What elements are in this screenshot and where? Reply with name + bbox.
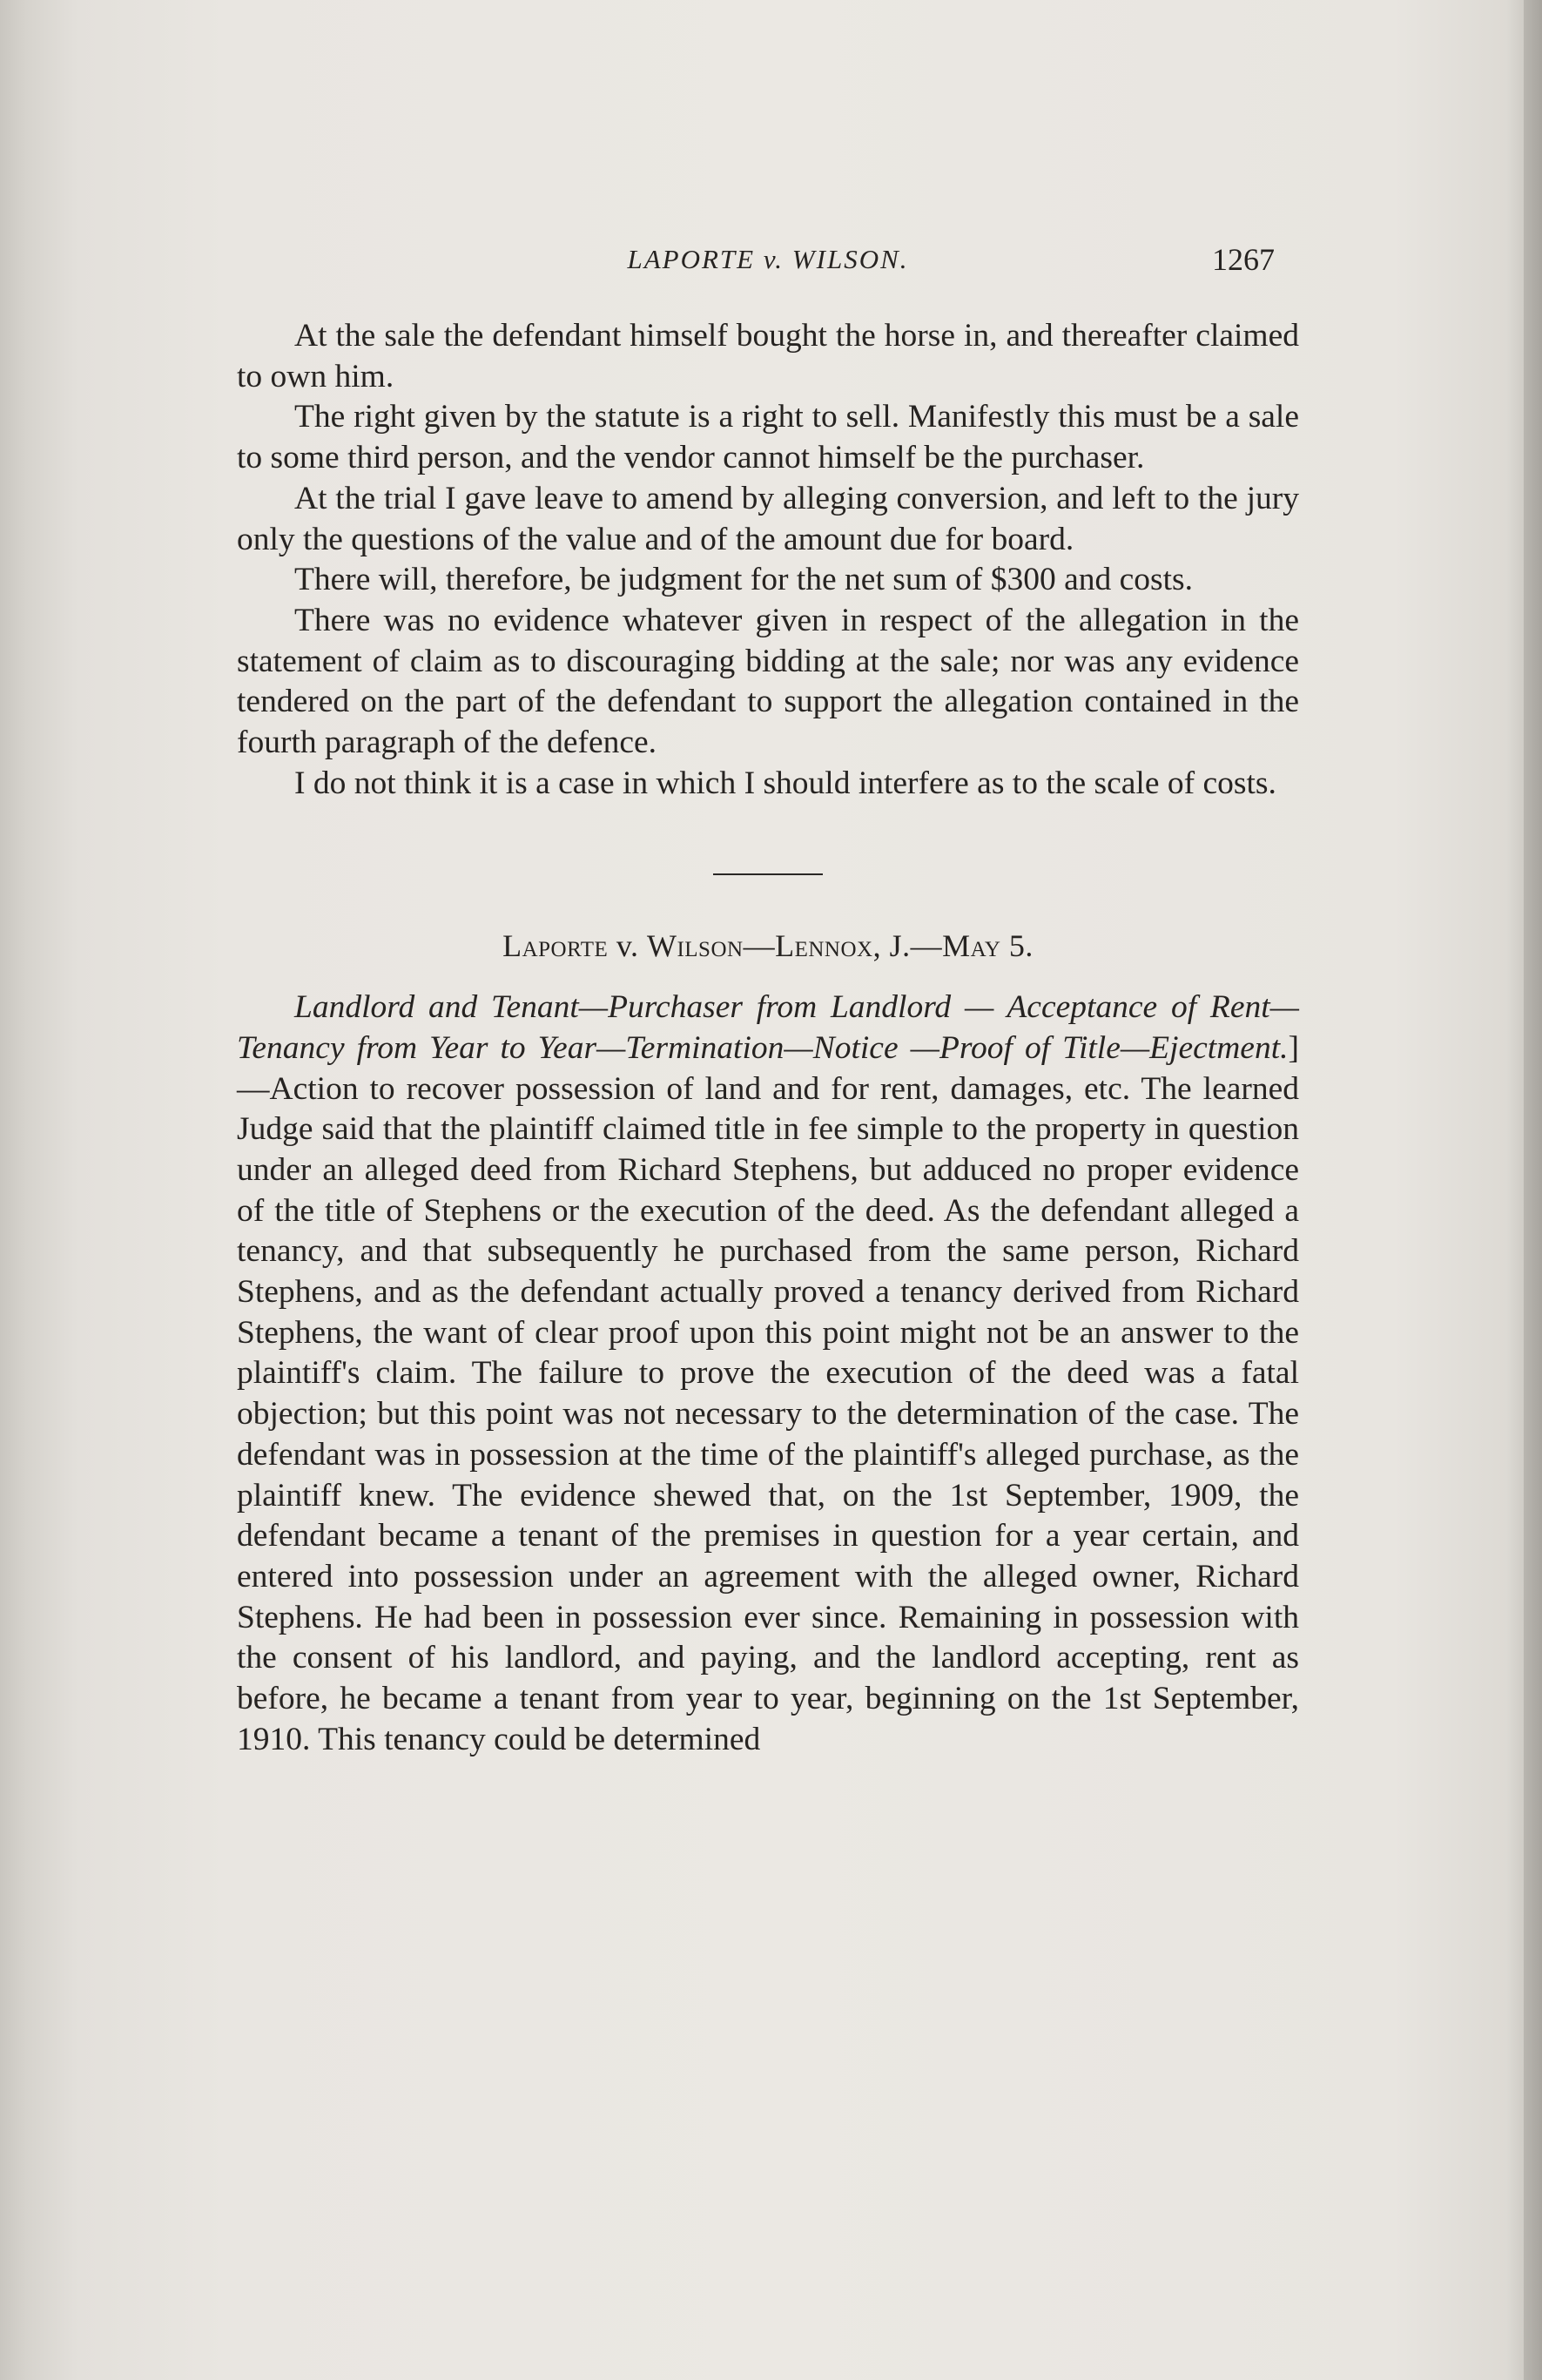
paragraph: There was no evidence whatever given in respect of the allegation in the statement of claim as to discouraging bidding at the sale; nor was any evidence tendered on the part of the defendant to support the allegation contained in the fourth paragraph of the defence.: [237, 602, 1299, 761]
case-judge-suffix: , J.—: [872, 928, 943, 964]
case-date-day: 5.: [1000, 928, 1034, 964]
page-number: 1267: [1212, 242, 1275, 277]
paragraph: I do not think it is a case in which I should interfere as to the scale of costs.: [294, 765, 1276, 801]
case-dash: —: [743, 928, 776, 964]
paragraph: There will, therefore, be judgment for the net sum of $300 and costs.: [294, 562, 1194, 598]
case-title: [237, 926, 1299, 967]
case-versus: v.: [608, 928, 647, 964]
page-edge: [1524, 0, 1542, 2380]
paragraph: At the trial I gave leave to amend by alleging conversion, and left to the jury only the questions of the value and of the amount due for board.: [237, 480, 1299, 557]
running-head-title: LAPORTE v. WILSON.: [627, 244, 909, 274]
page-text-block: [237, 239, 1299, 1761]
headnote-paragraph: [237, 988, 1299, 1760]
case-judge: Lennox: [775, 928, 873, 964]
case-date-month: May: [942, 928, 1001, 964]
paragraph: The right given by the statute is a right to sell. Manifestly this must be a sale to some third person, and the vendor cannot himself be the purchaser.: [237, 399, 1299, 476]
section-divider-rule: [713, 873, 823, 875]
headnote-body: ]—Action to recover possession of land and for rent, damages, etc. The learned Judge said that the plaintiff claimed title in fee simple to the property in question under an alleged deed from Richard Stephens, but adduced no proper evidence of the title of Stephens or the execution of the deed. As the defendant alleged a tenancy, and that subsequently he purchased from the same person, Richard Stephens, and as the defendant actually proved a tenancy derived from Richard Stephens, the want of clear proof upon this point might not be an answer to the plaintiff's claim. The failure to prove the execution of the deed was a fatal objection; but this point was not necessary to the determination of the case. The defendant was in possession at the time of the plaintiff's alleged purchase, as the plaintiff knew. The evidence shewed that, on the 1st September, 1909, the defendant became a tenant of the premises in question for a year certain, and entered into possession under an agreement with the alleged owner, Richard Stephens. He had been in possession ever since. Remaining in possession with the consent of his landlord, and paying, and the landlord accepting, rent as before, he became a tenant from year to year, beginning on the 1st September, 1910. This tenancy could be determined: [237, 1029, 1299, 1757]
case-party-first: Laporte: [502, 928, 609, 964]
case-party-second: Wilson: [646, 928, 744, 964]
headnote-catchwords: Landlord and Tenant—Purchaser from Landlord — Acceptance of Rent—Tenancy from Year to Year—Termination—Notice —Proof of Title—Ejectment.: [237, 989, 1299, 1066]
running-head: [237, 239, 1299, 280]
paragraph: At the sale the defendant himself bought the horse in, and thereafter claimed to own him.: [237, 318, 1299, 394]
